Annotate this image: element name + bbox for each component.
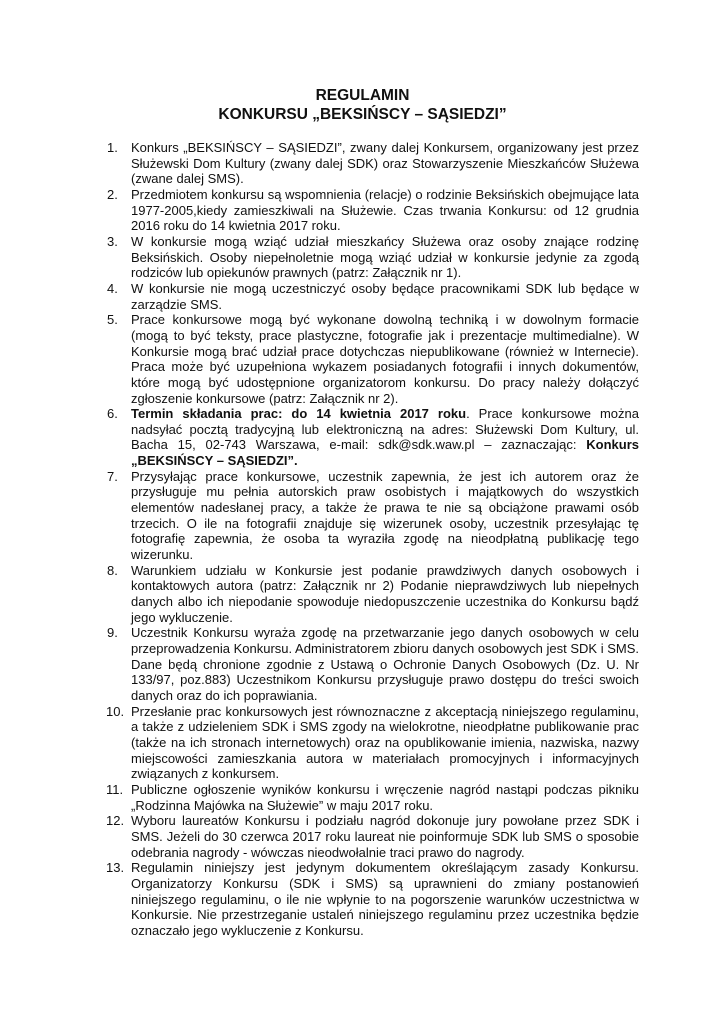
title-line-1: REGULAMIN [315,87,410,104]
rule-contest-name-bold: Konkurs „BEKSIŃSCY – SĄSIEDZI”. [131,437,639,469]
document-title [0,86,725,124]
rule-item-9 [107,625,639,703]
rule-number: 13. [106,860,125,876]
rule-text-body: . Prace konkursowe można nadsyłać pocztą tradycyjną lub elektroniczną na adres: Służewski Dom Kultury, ul. Bacha 15, 02-743 Warszawa, e-mail: sdk@sdk.waw.pl – zaznaczając: [131,406,640,453]
rule-item-12 [107,813,639,860]
rule-number: 3. [107,233,118,249]
rule-item-10 [107,704,639,782]
rule-number: 5. [107,312,118,328]
rule-item-7 [107,469,639,563]
rule-number: 2. [107,186,118,202]
rule-number: 6. [107,406,118,422]
rule-number: 9. [107,625,118,641]
rule-text: Przedmiotem konkursu są wspomnienia (relacje) o rodzinie Beksińskich obejmujące lata 1977-2005,kiedy zamieszkiwali na Służewie. Czas trwania Konkursu: od 12 grudnia 2016 roku do 14 kwietnia 2017 roku. [131,186,639,234]
rule-text: Warunkiem udziału w Konkursie jest podanie prawdziwych danych osobowych i kontaktowych autora (patrz: Załącznik nr 2) Podanie nieprawdziwych lub niepełnych danych albo ich niepodanie spowoduje niedopuszczenie uczestnika do Konkursu bądź jego wykluczenie. [131,562,639,625]
rule-item-6 [107,406,639,469]
rule-deadline-bold: Termin składania prac: do 14 kwietnia 2017 roku [131,406,467,422]
title-line-2: KONKURSU „BEKSIŃSCY – SĄSIEDZI” [218,106,507,123]
rule-item-5 [107,312,639,406]
rule-text: Publiczne ogłoszenie wyników konkursu i wręczenie nagród nastąpi podczas pikniku „Rodzinna Majówka na Służewie” w maju 2017 roku. [131,781,639,813]
rule-item-13 [107,860,639,938]
rule-item-3 [107,234,639,281]
rule-number: 12. [106,813,125,829]
rule-text [131,406,639,468]
rule-item-1 [107,140,639,187]
rule-number: 10. [106,703,125,719]
rule-text: Wyboru laureatów Konkursu i podziału nagród dokonuje jury powołane przez SDK i SMS. Jeżeli do 30 czerwca 2017 roku laureat nie poinformuje SDK lub SMS o sposobie odebrania nagrody - wówczas nieodwołalnie traci prawo do nagrody. [131,813,639,860]
rule-text: Przesłanie prac konkursowych jest równoznaczne z akceptacją niniejszego regulaminu, a także z udzieleniem SDK i SMS zgody na wielokrotne, nieodpłatne publikowanie prac (także na ich stronach internetowych) oraz na opublikowanie imienia, nazwiska, nazwy miejscowości zamieszkania autora w materiałach promocyjnych i informacyjnych związanych z konkursem. [131,703,639,782]
rule-number: 8. [107,562,118,578]
rule-text: Uczestnik Konkursu wyraża zgodę na przetwarzanie jego danych osobowych w celu przeprowadzenia Konkursu. Administratorem zbioru danych osobowych jest SDK i SMS. Dane będą chronione zgodnie z Ustawą o Ochronie Danych Osobowych (Dz. U. Nr 133/97, poz.883) Uczestnikom Konkursu przysługuje prawo dostępu do treści swoich danych oraz do ich poprawiania. [131,625,639,703]
rule-item-8 [107,563,639,626]
rule-text: W konkursie mogą wziąć udział mieszkańcy Służewa oraz osoby znające rodzinę Beksińskich. Osoby niepełnoletnie mogą wziąć udział w konkursie jedynie za zgodą rodziców lub opiekunów prawnych (patrz: Załącznik nr 1). [131,233,639,281]
rule-text: W konkursie nie mogą uczestniczyć osoby będące pracownikami SDK lub będące w zarządzie SMS. [131,280,639,312]
rule-number: 4. [107,280,118,296]
rule-text: Konkurs „BEKSIŃSCY – SĄSIEDZI”, zwany dalej Konkursem, organizowany jest przez Służewski Dom Kultury (zwany dalej SDK) oraz Stowarzyszenie Mieszkańców Służewa (zwane dalej SMS). [131,140,639,187]
rule-text: Prace konkursowe mogą być wykonane dowolną techniką i w dowolnym formacie (mogą to być teksty, prace plastyczne, fotografie jak i prezentacje multimedialne). W Konkursie mogą brać udział prace dotychczas niepublikowane (również w Internecie). Praca może być uzupełniona wykazem posiadanych fotografii i innych dokumentów, które mogą być udostępnione organizatorom konkursu. Do pracy należy dołączyć zgłoszenie konkursowe (patrz: Załącznik nr 2). [131,312,639,406]
rule-item-2 [107,187,639,234]
rule-item-11 [107,782,639,813]
rule-number: 1. [107,140,118,155]
rule-text: Przysyłając prace konkursowe, uczestnik zapewnia, że jest ich autorem oraz że przysługuje mu pełnia autorskich praw osobistych i majątkowych do wszystkich elementów nadesłanej pracy, a także że prawa te nie są obciążone prawami osób trzecich. O ile na fotografii znajduje się wizerunek osoby, uczestnik przesyłając tę fotografię zapewnia, że osoba ta wyraziła zgodę na nieodpłatną publikację tego wizerunku. [131,468,639,563]
rule-number: 7. [107,468,118,484]
rule-text: Regulamin niniejszy jest jedynym dokumentem określającym zasady Konkursu. Organizatorzy Konkursu (SDK i SMS) są uprawnieni do zmiany postanowień niniejszego regulaminu, o ile nie wpłynie to na pogorszenie warunków uczestnictwa w Konkursie. Nie przestrzeganie ustaleń niniejszego regulaminu przez uczestnika będzie oznaczało jego wykluczenie z Konkursu. [131,860,639,938]
rule-item-4 [107,281,639,312]
rules-list [107,140,639,938]
rule-number: 11. [106,781,124,797]
